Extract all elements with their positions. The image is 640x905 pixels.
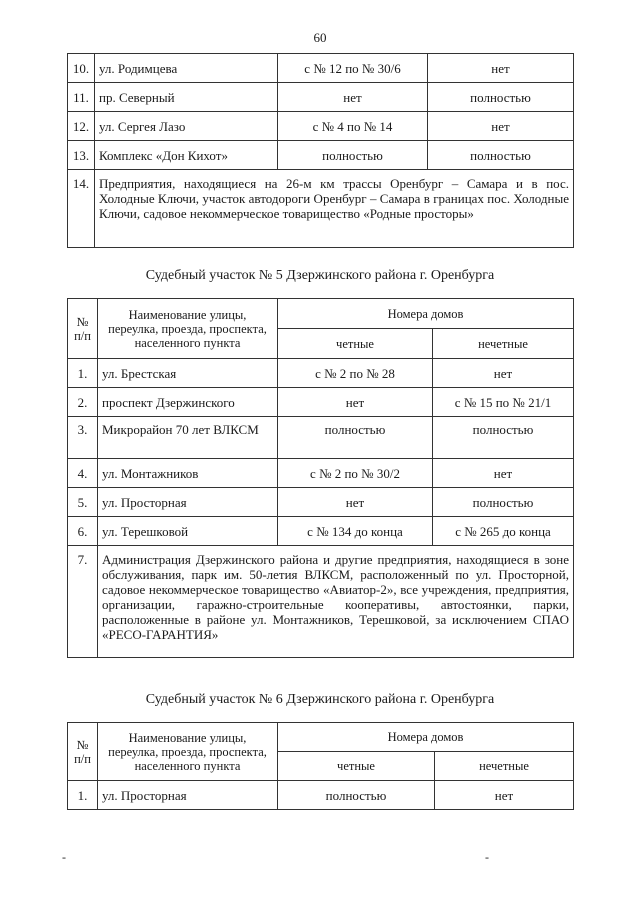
- row-number: 7.: [68, 546, 98, 658]
- enterprises-description: Предприятия, находящиеся на 26-м км трассы Оренбург – Самара и в пос. Холодные Ключи, участок автодороги Оренбург – Самара в границах пос. Холодные Ключи, садовое некоммерческое товарищество «Родные просторы»: [95, 170, 574, 248]
- odd-numbers: с № 15 по № 21/1: [433, 388, 574, 417]
- even-numbers: нет: [278, 388, 433, 417]
- scan-mark: -: [485, 850, 489, 864]
- even-numbers: с № 12 по № 30/6: [278, 54, 428, 83]
- header-house-numbers: Номера домов: [278, 723, 574, 752]
- even-numbers: с № 4 по № 14: [278, 112, 428, 141]
- header-street-name: Наименование улицы, переулка, проезда, проспекта, населенного пункта: [98, 723, 278, 781]
- section-title: Судебный участок № 6 Дзержинского района г. Оренбурга: [145, 692, 495, 707]
- row-number: 1.: [68, 781, 98, 810]
- row-number: 2.: [68, 388, 98, 417]
- header-number: № п/п: [68, 723, 98, 781]
- page-number: 60: [313, 30, 327, 45]
- row-number: 14.: [68, 170, 95, 248]
- odd-numbers: нет: [433, 459, 574, 488]
- row-number: 3.: [68, 417, 98, 459]
- header-even: четные: [278, 329, 433, 359]
- street-name: проспект Дзержинского: [98, 388, 278, 417]
- odd-numbers: нет: [433, 359, 574, 388]
- table-header-row: [68, 723, 574, 752]
- street-name: ул. Просторная: [98, 488, 278, 517]
- street-name: ул. Просторная: [98, 781, 278, 810]
- odd-numbers: полностью: [428, 83, 574, 112]
- odd-numbers: полностью: [428, 141, 574, 170]
- table-section-6: [67, 722, 574, 810]
- odd-numbers: полностью: [433, 417, 574, 459]
- table-row: [68, 417, 574, 459]
- table-row: [68, 517, 574, 546]
- odd-numbers: нет: [428, 54, 574, 83]
- row-number: 12.: [68, 112, 95, 141]
- header-street-name: Наименование улицы, переулка, проезда, проспекта, населенного пункта: [98, 299, 278, 359]
- table-row: [68, 388, 574, 417]
- even-numbers: с № 134 до конца: [278, 517, 433, 546]
- street-name: Комплекс «Дон Кихот»: [95, 141, 278, 170]
- header-number: № п/п: [68, 299, 98, 359]
- table-row: [68, 141, 574, 170]
- header-even: четные: [278, 752, 435, 781]
- scan-mark: -: [62, 850, 66, 864]
- row-number: 6.: [68, 517, 98, 546]
- header-odd: нечетные: [435, 752, 574, 781]
- table-row: [68, 112, 574, 141]
- section-title: Судебный участок № 5 Дзержинского района г. Оренбурга: [145, 268, 495, 283]
- table-row: [68, 459, 574, 488]
- row-number: 13.: [68, 141, 95, 170]
- odd-numbers: нет: [428, 112, 574, 141]
- header-odd: нечетные: [433, 329, 574, 359]
- table-continuation: [67, 53, 574, 248]
- row-number: 4.: [68, 459, 98, 488]
- header-house-numbers: Номера домов: [278, 299, 574, 329]
- even-numbers: нет: [278, 83, 428, 112]
- street-name: ул. Брестская: [98, 359, 278, 388]
- even-numbers: полностью: [278, 141, 428, 170]
- street-name: ул. Сергея Лазо: [95, 112, 278, 141]
- table-header-row: [68, 299, 574, 329]
- row-number: 11.: [68, 83, 95, 112]
- even-numbers: полностью: [278, 417, 433, 459]
- street-name: ул. Терешковой: [98, 517, 278, 546]
- street-name: ул. Монтажников: [98, 459, 278, 488]
- street-name: Микрорайон 70 лет ВЛКСМ: [98, 417, 278, 459]
- table-row: [68, 83, 574, 112]
- enterprises-description: Администрация Дзержинского района и другие предприятия, находящиеся в зоне обслуживания, парк им. 50-летия ВЛКСМ, расположенный по ул. Просторной, садовое некоммерческое товарищество «Авиатор-2», все учреждения, предприятия, организации, гаражно-строительные кооперативы, автостоянки, парки, расположенные в районе ул. Монтажников, Терешковой, за исключением СПАО «РЕСО-ГАРАНТИЯ»: [98, 546, 574, 658]
- odd-numbers: нет: [435, 781, 574, 810]
- row-number: 10.: [68, 54, 95, 83]
- table-row: [68, 488, 574, 517]
- even-numbers: нет: [278, 488, 433, 517]
- even-numbers: с № 2 по № 30/2: [278, 459, 433, 488]
- table-section-5: [67, 298, 574, 658]
- table-row: [68, 170, 574, 248]
- row-number: 5.: [68, 488, 98, 517]
- odd-numbers: полностью: [433, 488, 574, 517]
- table-row: [68, 781, 574, 810]
- table-row: [68, 359, 574, 388]
- street-name: ул. Родимцева: [95, 54, 278, 83]
- even-numbers: полностью: [278, 781, 435, 810]
- street-name: пр. Северный: [95, 83, 278, 112]
- odd-numbers: с № 265 до конца: [433, 517, 574, 546]
- table-row: [68, 54, 574, 83]
- row-number: 1.: [68, 359, 98, 388]
- even-numbers: с № 2 по № 28: [278, 359, 433, 388]
- table-row: [68, 546, 574, 658]
